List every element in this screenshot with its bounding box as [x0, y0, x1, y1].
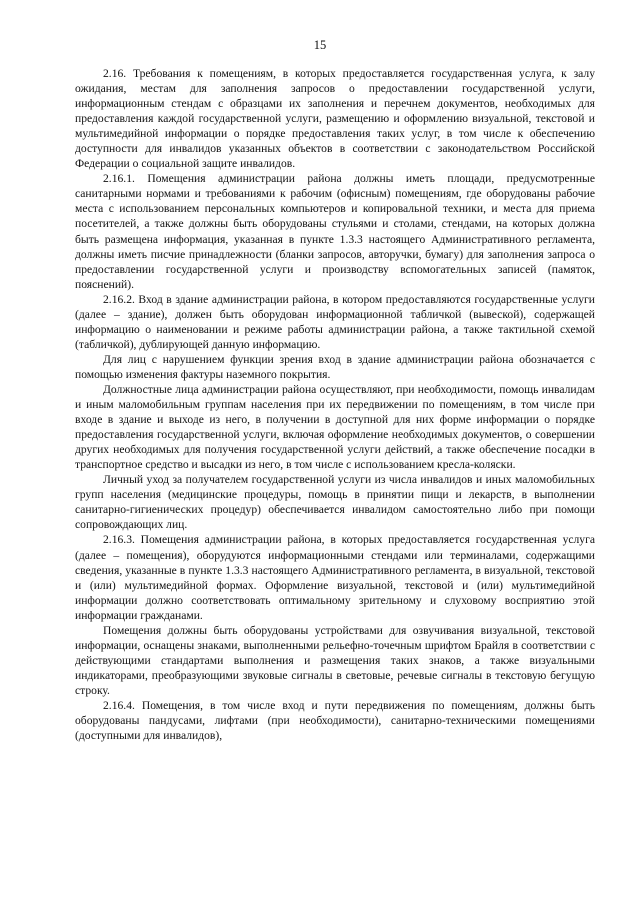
paragraph-equipment: Помещения должны быть оборудованы устройствами для озвучивания визуальной, текстовой информации, оснащены знаками, выполненными рельефно-точечным шрифтом Брайля в соответствии с действующими стандартами выполнения и размещения таких знаков, а также визуальными индикаторами, преобразующими звуковые сигналы в световые, речевые сигналы в текстовую бегущую строку. [75, 623, 595, 697]
paragraph-2-16-1: 2.16.1. Помещения администрации района должны иметь площади, предусмотренные санитарными нормами и требованиями к рабочим (офисным) помещениям, где оборудованы рабочие места с использованием персональных компьютеров и копировальной техники, и места для приема посетителей, а также должны быть оборудованы стульями и столами, стендами, на которых должна быть размещена информация, указанная в пункте 1.3.3 настоящего Административного регламента, должны иметь писчие принадлежности (бланки запросов, авторучки, бумагу) для заполнения запроса о предоставлении государственной услуги и производству вспомогательных записей (памяток, пояснений). [75, 172, 595, 291]
paragraph-2-16-4: 2.16.4. Помещения, в том числе вход и пути передвижения по помещениям, должны быть оборудованы пандусами, лифтами (при необходимости), санитарно-техническими помещениями (доступными для инвалидов), [75, 698, 595, 743]
paragraph-vision-impaired-entrance: Для лиц с нарушением функции зрения вход в здание администрации района обозначается с помощью изменения фактуры наземного покрытия. [75, 352, 595, 381]
paragraph-2-16: 2.16. Требования к помещениям, в которых предоставляется государственная услуга, к залу ожидания, местам для заполнения запросов о предоставлении государственной услуги, информационным стендам с образцами их заполнения и перечнем документов, необходимых для предоставления каждой государственной услуги, размещению и оформлению визуальной, текстовой и мультимедийной информации о порядке предоставления таких услуг, в том числе к обеспечению доступности для инвалидов указанных объектов в соответствии с законодательством Российской Федерации о социальной защите инвалидов. [75, 67, 595, 171]
page-number: 15 [313, 38, 327, 52]
paragraph-2-16-3: 2.16.3. Помещения администрации района, в которых предоставляется государственная услуга (далее – помещения), оборудуются информационными стендами или терминалами, содержащими сведения, указанные в пункте 1.3.3 настоящего Административного регламента, в визуальной, текстовой и (или) мультимедийной формах. Оформление визуальной, текстовой и (или) мультимедийной информации должно соответствовать оптимальному зрительному и слуховому восприятию этой информации гражданами. [75, 533, 595, 622]
paragraph-personal-care: Личный уход за получателем государственной услуги из числа инвалидов и иных маломобильных групп населения (медицинские процедуры, помощь в принятии пищи и лекарств, в выполнении санитарно-гигиенических процедур) обеспечивается инвалидом самостоятельно либо при помощи сопровождающих лиц. [75, 473, 595, 532]
paragraph-2-16-2: 2.16.2. Вход в здание администрации района, в котором предоставляются государственные услуги (далее – здание), должен быть оборудован информационной табличкой (вывеской), содержащей информацию о наименовании и режиме работы администрации района, а также тактильной схемой (табличкой), дублирующей данную информацию. [75, 292, 595, 351]
document-body [75, 66, 595, 743]
paragraph-officials-assistance: Должностные лица администрации района осуществляют, при необходимости, помощь инвалидам и иным маломобильным группам населения при их передвижении по помещениям, в том числе при входе в здание и выходе из него, в получении в доступной для них форме информации о порядке предоставления государственной услуги, включая оформление необходимых документов, о совершении других необходимых для получения государственной услуги действий, а также обеспечение посадки в транспортное средство и высадки из него, в том числе с использованием кресла-коляски. [75, 382, 595, 472]
